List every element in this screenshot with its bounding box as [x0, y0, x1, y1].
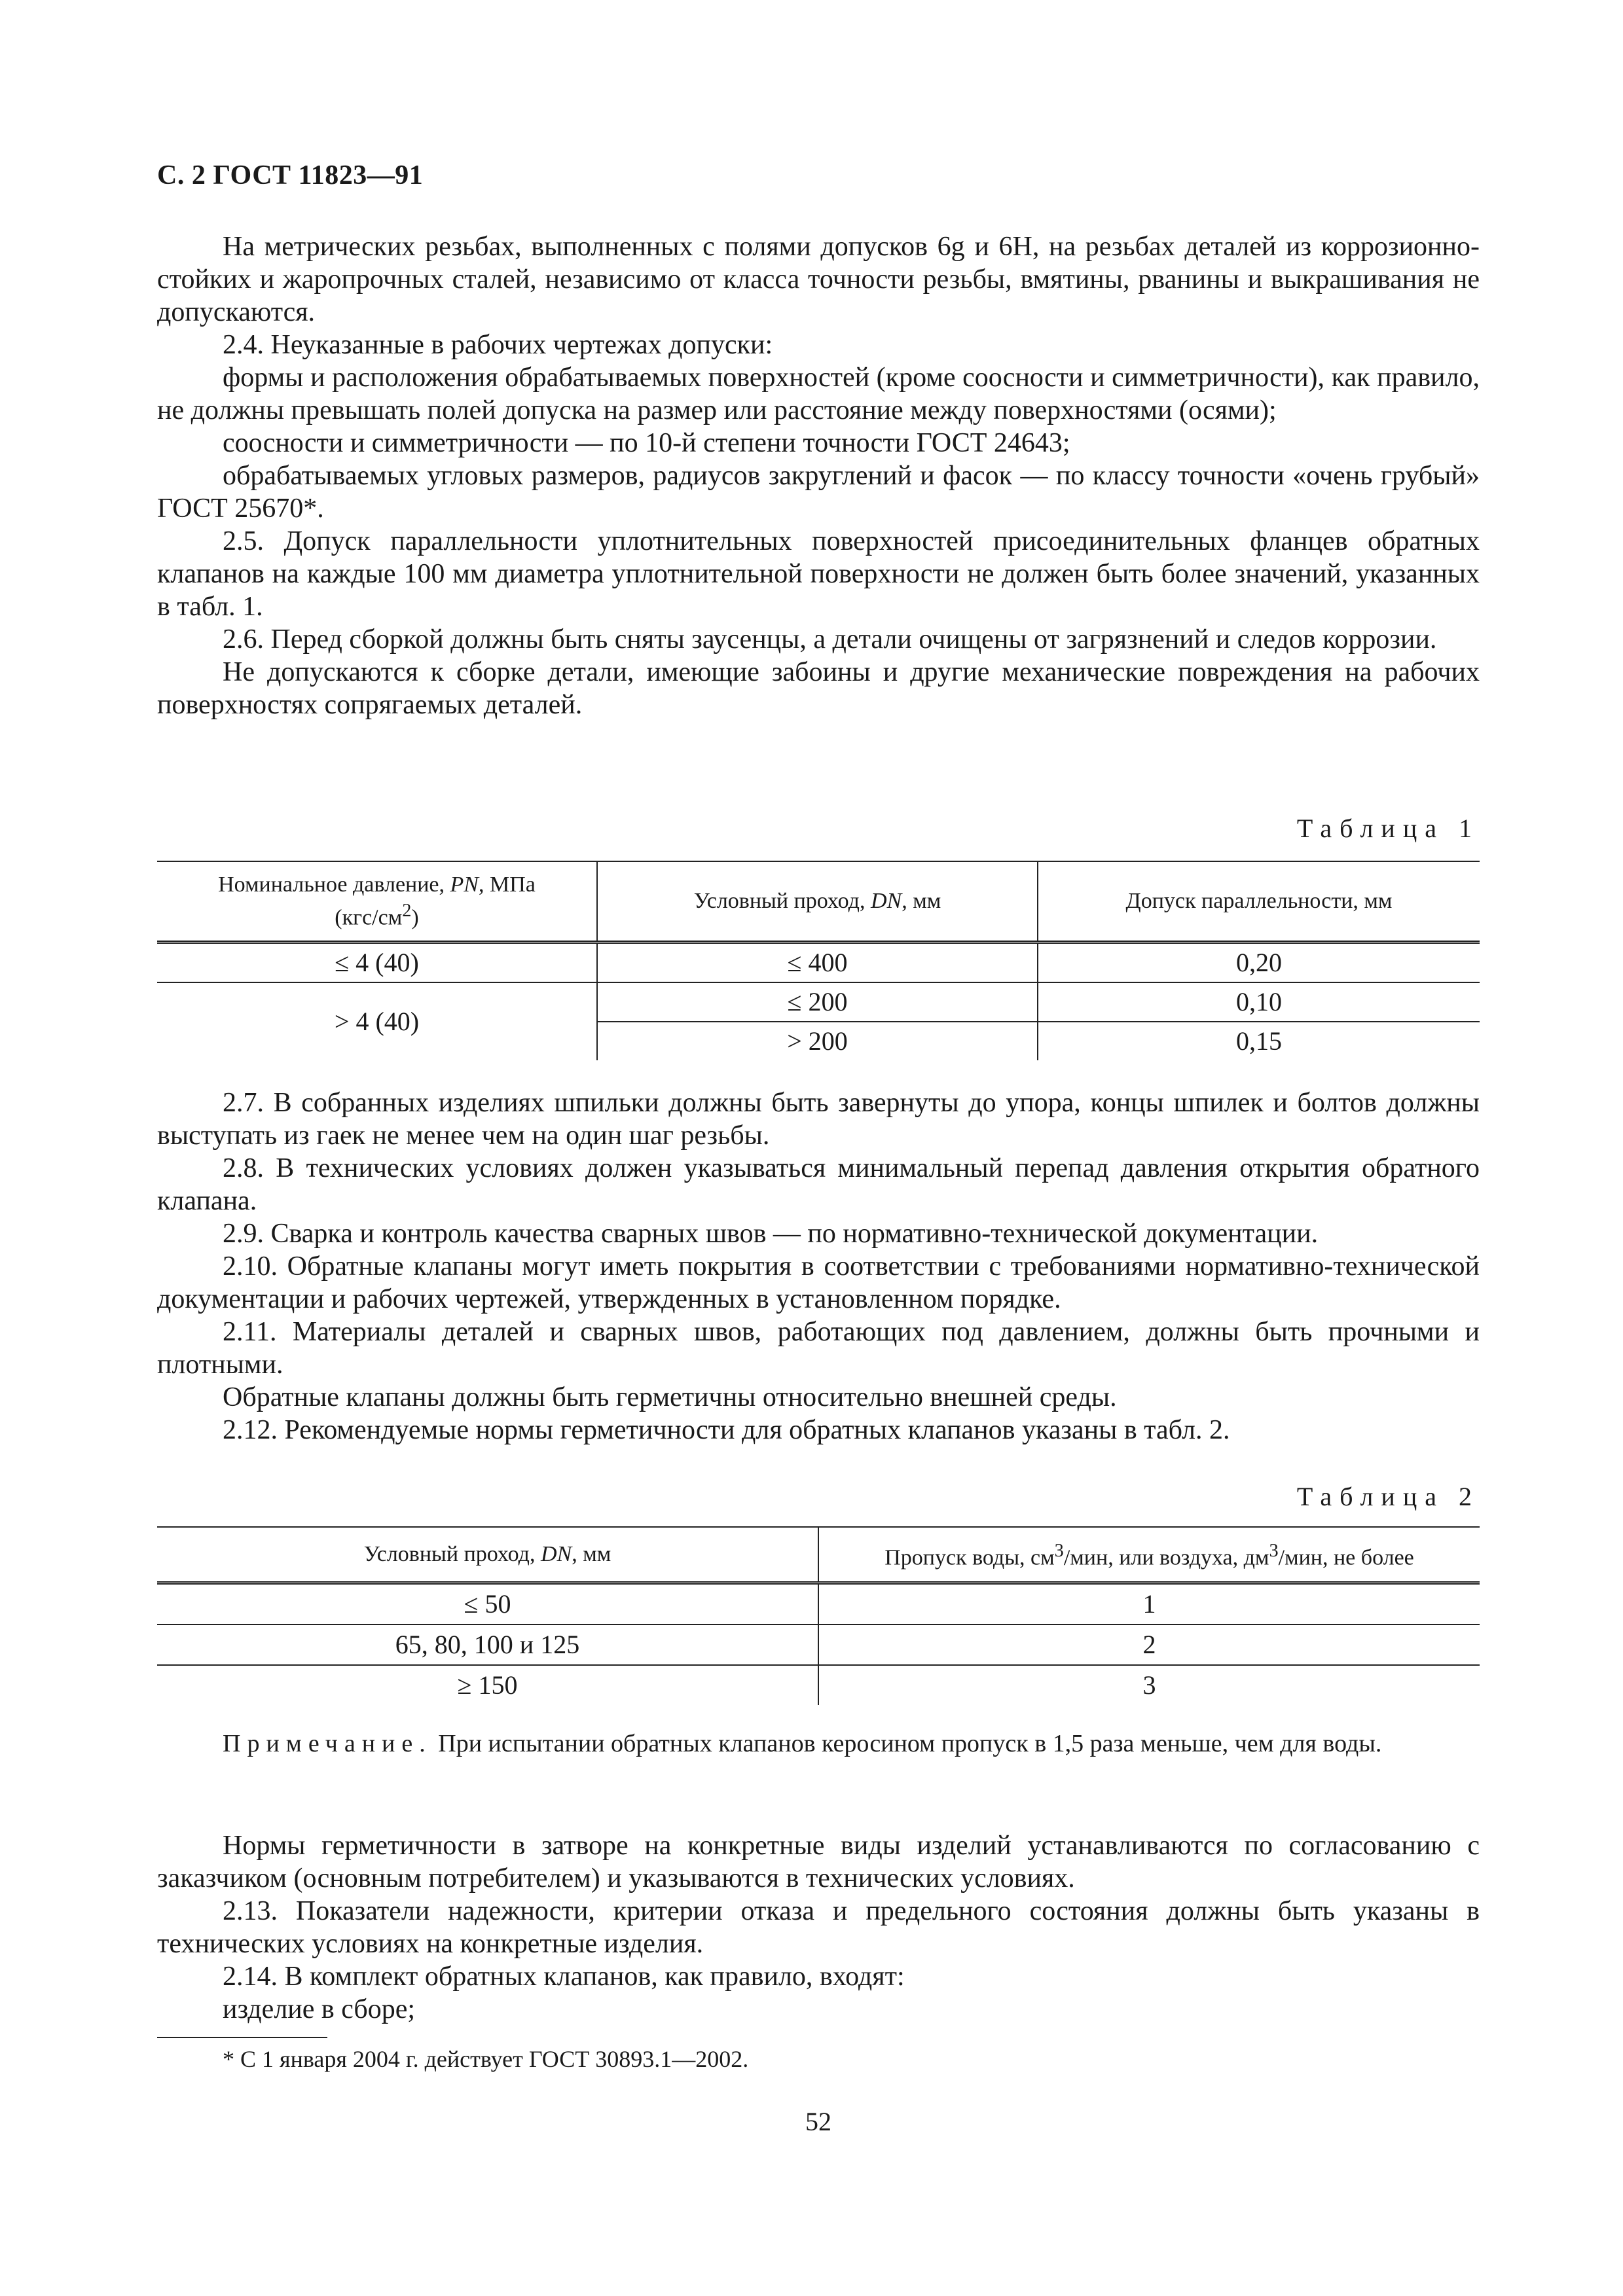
table1-header-pressure: Номинальное давление, PN, МПа $(кгс/см^2)$ — [157, 861, 597, 942]
paragraph: 2.7. В собранных изделиях шпильки должны быть завернуты до упора, концы шпилек и болтов должны выступать из гаек не менее чем на один шаг резьбы. — [157, 1088, 1480, 1151]
paragraph: 2.14. В комплект обратных клапанов, как правило, входят: — [223, 1962, 905, 1992]
table-cell: ≤ 50 — [464, 1589, 511, 1619]
table1-caption: Таблица 1 — [1296, 814, 1480, 843]
table-cell: ≥ 150 — [457, 1670, 518, 1700]
table2-header-leakage: Пропуск воды, $см^3$/мин, или воздуха, $дм^3$/мин, не более — [818, 1527, 1480, 1583]
table-cell: 2 — [818, 1624, 1480, 1665]
table-cell: 1 — [818, 1583, 1480, 1625]
table-row — [157, 1665, 1480, 1705]
table-row — [157, 1624, 1480, 1665]
paragraph: 2.13. Показатели надежности, критерии отказа и предельного состояния должны быть указаны в технических условиях на конкретные изделия. — [157, 1896, 1480, 1959]
table-cell: 3 — [818, 1665, 1480, 1705]
table-cell: 0,10 — [1038, 982, 1480, 1022]
table-2 — [157, 1526, 1480, 1705]
footnote: * С 1 января 2004 г. действует ГОСТ 30893.1—2002. — [223, 2046, 749, 2072]
table-row — [157, 982, 1480, 1022]
table-cell: 65, 80, 100 и 125 — [157, 1624, 818, 1665]
table-cell: ≤ 200 — [597, 982, 1038, 1022]
paragraph: соосности и симметричности — по 10-й степени точности ГОСТ 24643; — [223, 428, 1070, 458]
footnote-divider — [157, 2037, 327, 2038]
table2-header-dn: Условный проход, DN, мм — [157, 1527, 818, 1583]
table1-header-tolerance: Допуск параллельности, мм — [1038, 861, 1480, 942]
paragraph: изделие в сборе; — [223, 1994, 416, 2024]
paragraph: На метрических резьбах, выполненных с полями допусков 6g и 6H, на резьбах деталей из коррозионно-стойких и жаропрочных сталей, независимо от класса точности резьбы, вмятины, рванины и выкрашивания не допускаются. — [157, 232, 1480, 327]
paragraph: 2.5. Допуск параллельности уплотнительных поверхностей присоединительных фланцев обратных клапанов на каждые 100 мм диаметра уплотнительной поверхности не должен быть более значений, указанных в табл. 1. — [157, 526, 1480, 622]
note-text: При испытании обратных клапанов керосином пропуск в 1,5 раза меньше, чем для воды. — [431, 1730, 1382, 1757]
table2-caption: Таблица 2 — [1296, 1482, 1480, 1511]
table1-header-dn: Условный проход, DN, мм — [597, 861, 1038, 942]
table-cell: > 200 — [597, 1022, 1038, 1060]
table-cell: > 4 (40) — [334, 1007, 420, 1036]
table-cell: 0,20 — [1038, 942, 1480, 983]
paragraph: 2.8. В технических условиях должен указываться минимальный перепад давления открытия обратного клапана. — [157, 1153, 1480, 1216]
paragraph: 2.4. Неуказанные в рабочих чертежах допуски: — [223, 330, 773, 360]
paragraph: 2.12. Рекомендуемые нормы герметичности для обратных клапанов указаны в табл. 2. — [223, 1415, 1230, 1445]
page-number: 52 — [805, 2107, 831, 2136]
table-1 — [157, 861, 1480, 1060]
text-block-bottom — [157, 1829, 1480, 2026]
table-row — [157, 942, 1480, 983]
paragraph: 2.10. Обратные клапаны могут иметь покрытия в соответствии с требованиями нормативно-технической документации и рабочих чертежей, утвержденных в установленном порядке. — [157, 1251, 1480, 1314]
paragraph: 2.11. Материалы деталей и сварных швов, работающих под давлением, должны быть прочными и плотными. — [157, 1317, 1480, 1380]
table-row — [157, 1583, 1480, 1625]
paragraph: Нормы герметичности в затворе на конкретные виды изделий устанавливаются по согласованию с заказчиком (основным потребителем) и указываются в технических условиях. — [157, 1831, 1480, 1893]
table-note — [157, 1728, 1480, 1759]
paragraph: 2.9. Сварка и контроль качества сварных швов — по нормативно-технической документации. — [223, 1219, 1319, 1249]
paragraph: 2.6. Перед сборкой должны быть сняты заусенцы, а детали очищены от загрязнений и следов коррозии. — [223, 624, 1437, 655]
page-header: С. 2 ГОСТ 11823—91 — [157, 160, 424, 190]
paragraph: обрабатываемых угловых размеров, радиусов закруглений и фасок — по классу точности «очень грубый» ГОСТ 25670*. — [157, 461, 1480, 524]
table-cell: 0,15 — [1038, 1022, 1480, 1060]
paragraph: формы и расположения обрабатываемых поверхностей (кроме соосности и симметричности), как правило, не должны превышать полей допуска на размер или расстояние между поверхностями (осями); — [157, 363, 1480, 425]
table-cell: ≤ 4 (40) — [157, 942, 597, 983]
paragraph: Обратные клапаны должны быть герметичны относительно внешней среды. — [223, 1382, 1117, 1412]
table-cell: ≤ 400 — [597, 942, 1038, 983]
text-block-top — [157, 230, 1480, 721]
note-label: Примечание. — [223, 1730, 432, 1757]
paragraph: Не допускаются к сборке детали, имеющие забоины и другие механические повреждения на рабочих поверхностях сопрягаемых деталей. — [157, 657, 1480, 720]
text-block-middle — [157, 1086, 1480, 1446]
